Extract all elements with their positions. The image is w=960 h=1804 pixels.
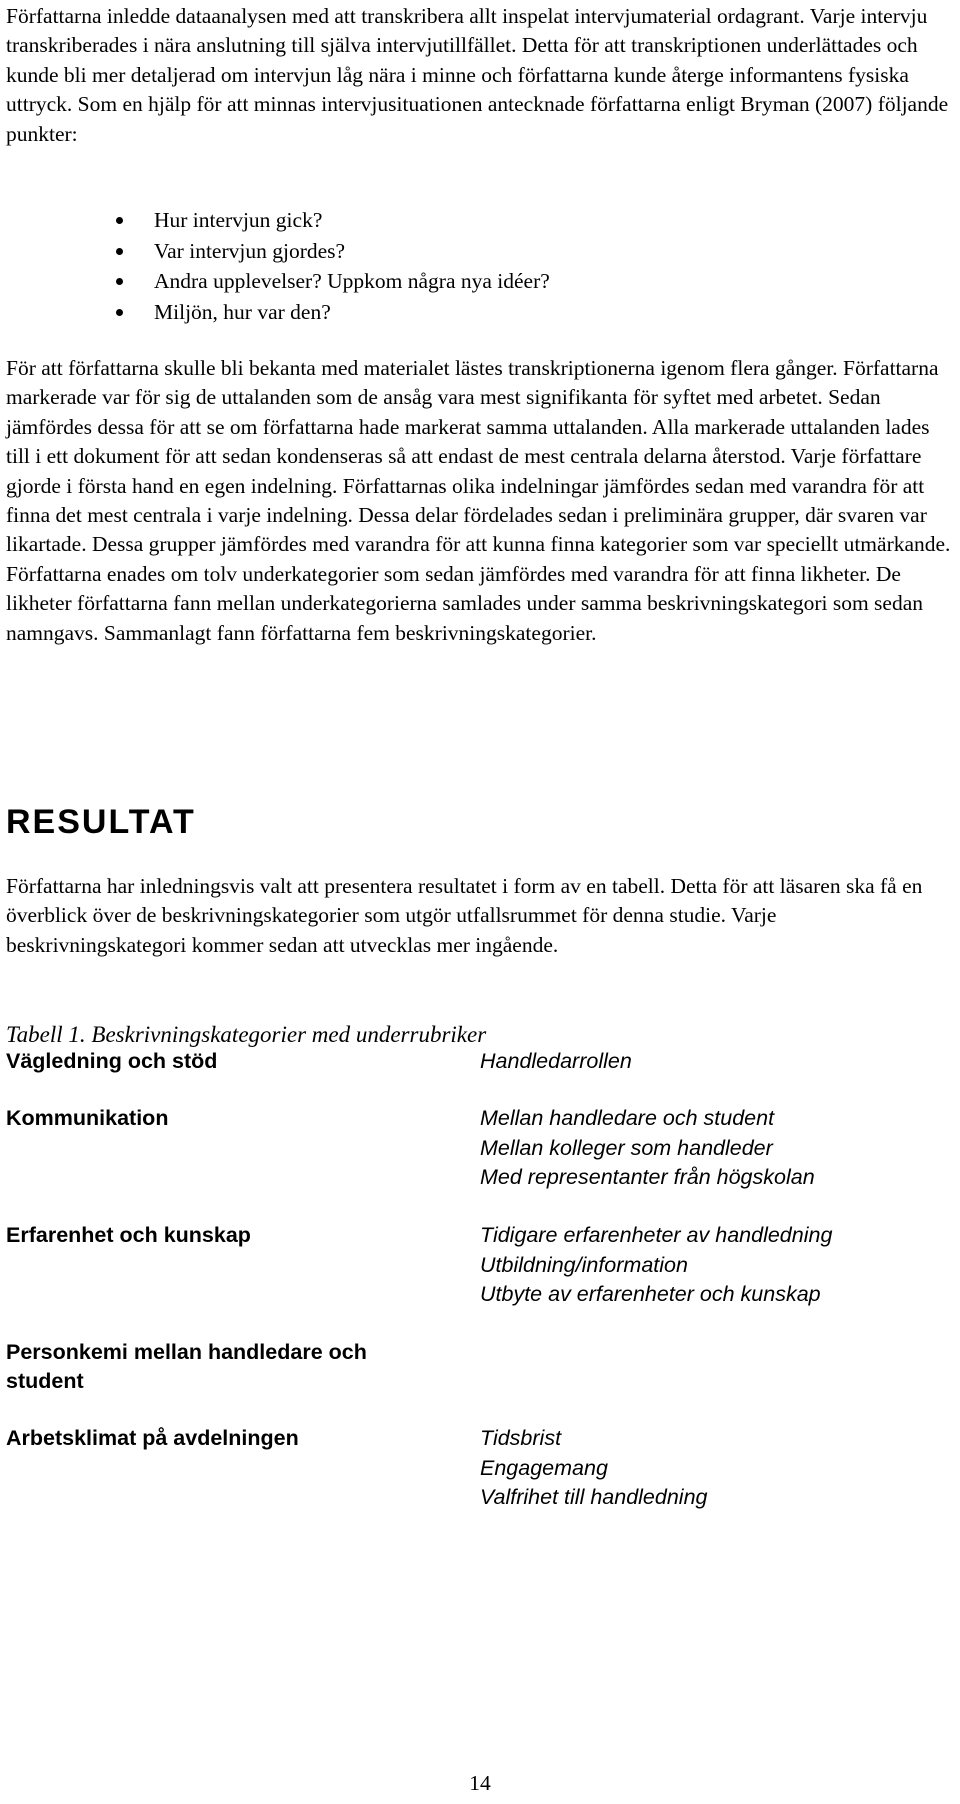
table-subcategories [480, 1424, 960, 1513]
table-subcategory: Mellan kolleger som handleder [480, 1135, 773, 1160]
table-category: Vägledning och stöd [6, 1049, 218, 1073]
table-subcategory: Med representanter från högskolan [480, 1165, 815, 1189]
intro-sentence: Detta för att transkriptionen underlättades och kunde bli mer detaljerad om intervjun låg nära i minne och författarna kunde återge informantens fysiska uttryck. [6, 33, 918, 117]
bullet-list [0, 205, 900, 327]
table-subcategory: Valfrihet till handledning [480, 1485, 708, 1509]
results-heading: RESULTAT [6, 803, 196, 841]
table-subcategories [480, 1104, 960, 1193]
analysis-paragraph: För att författarna skulle bli bekanta med materialet lästes transkriptionerna igenom flera gånger. Författarna markerade var för sig de uttalanden som de ansåg vara mest signifikanta för syftet med arbetet. Sedan jämfördes dessa för att se om författarna hade markerat samma uttalanden. Alla markerade uttalanden lades till i ett dokument för att sedan kondenseras så att endast de mest centrala delarna återstod. Varje författare gjorde i första hand en egen indelning. Författarnas olika indelningar jämfördes sedan med varandra för att finna det mest centrala i varje indelning. Dessa delar fördelades sedan i preliminära grupper, där svaren var likartade. Dessa grupper jämfördes med varandra för att kunna finna kategorier som var speciellt utmärkande. Författarna enades om tolv underkategorier som sedan jämfördes med varandra för att finna likheter. De likheter författarna fann mellan underkategorierna samlades under samma beskrivningskategori som sedan namngavs. Sammanlagt fann författarna fem beskrivningskategorier. [6, 356, 951, 645]
results-paragraph: Författarna har inledningsvis valt att presentera resultatet i form av en tabell. Detta för att läsaren ska få en överblick över de beskrivningskategorier som utgör utfallsrummet för denna studie. Varje beskrivningskategori kommer sedan att utvecklas mer ingående. [6, 874, 923, 957]
bullet-item: Andra upplevelser? Uppkom några nya idéer? [0, 266, 900, 297]
table-category: Personkemi mellan handledare och student [6, 1340, 367, 1393]
table-subcategory: Engagemang [480, 1455, 608, 1480]
table-category: Arbetsklimat på avdelningen [6, 1426, 299, 1450]
table-subcategory: Mellan handledare och student [480, 1106, 775, 1130]
table-caption: Tabell 1. Beskrivningskategorier med underrubriker [6, 1022, 487, 1047]
table-subcategory: Utbildning/information [480, 1252, 688, 1277]
intro-paragraph [6, 2, 954, 149]
table-category: Erfarenhet och kunskap [6, 1223, 251, 1247]
table-subcategories [480, 1047, 960, 1077]
table-category: Kommunikation [6, 1106, 169, 1130]
bullet-item: Var intervjun gjordes? [0, 236, 900, 267]
table-subcategory: Utbyte av erfarenheter och kunskap [480, 1282, 821, 1306]
table-subcategories [480, 1221, 960, 1310]
table-subcategory: Tidigare erfarenheter av handledning [480, 1223, 833, 1247]
intro-sentence: Som en hjälp för att minnas intervjusituationen antecknade författarna enligt Bryman (2007) följande punkter: [6, 92, 949, 146]
page-number: 14 [469, 1771, 491, 1795]
table-subcategory: Tidsbrist [480, 1426, 562, 1450]
table-subcategory: Handledarrollen [480, 1049, 632, 1073]
bullet-item: Miljön, hur var den? [0, 297, 900, 328]
intro-sentence: Författarna inledde dataanalysen med att transkribera allt inspelat intervjumaterial ordagrant. Varje intervju transkriberades i nära anslutning till själva intervjutillfället. [6, 4, 928, 58]
bullet-item: Hur intervjun gick? [0, 205, 900, 236]
